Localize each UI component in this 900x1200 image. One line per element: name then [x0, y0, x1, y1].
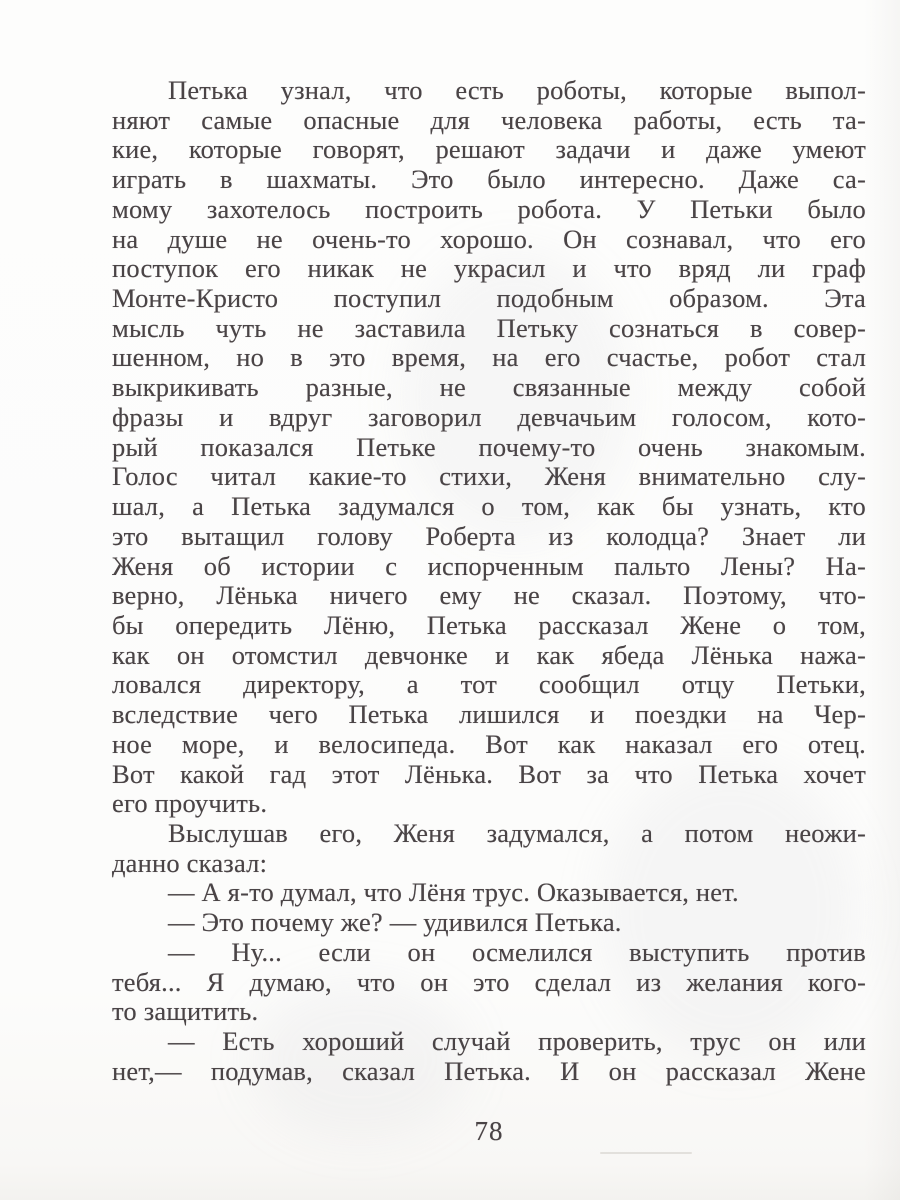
text-line: рый показался Петьке почему-то очень знакомым.	[112, 431, 866, 462]
text-line: фразы и вдруг заговорил девчачьим голосом, кото-	[112, 401, 866, 432]
text-line: ное море, и велосипеда. Вот как наказал его отец.	[112, 728, 866, 759]
page-number: 78	[474, 1116, 504, 1146]
text-line: мому захотелось построить робота. У Петьки было	[112, 193, 866, 224]
text-line: Женя об истории с испорченным пальто Лены? На-	[112, 550, 866, 581]
text-line: Монте-Кристо поступил подобным образом. Эта	[112, 283, 866, 314]
text-line: — Есть хороший случай проверить, трус он или	[168, 1026, 866, 1056]
text-line: это вытащил голову Роберта из колодца? Знает ли	[112, 520, 866, 551]
text-line: Вот какой гад этот Лёнька. Вот за что Петька хочет	[112, 758, 866, 789]
text-line: ловался директору, а тот сообщил отцу Петьки,	[112, 669, 866, 700]
text-line: бы опередить Лёню, Петька рассказал Жене о том,	[112, 609, 866, 640]
text-line: тебя... Я думаю, что он это сделал из желания кого-	[112, 966, 866, 997]
text-line: вследствие чего Петька лишился и поездки на Чер-	[112, 699, 866, 730]
text-line: выкрикивать разные, не связанные между собой	[112, 372, 866, 403]
text-line: то защитить.	[112, 996, 259, 1027]
text-line: мысль чуть не заставила Петьку сознаться в совер-	[112, 312, 866, 343]
text-line: играть в шахматы. Это было интересно. Даже са-	[112, 164, 866, 195]
text-line: поступок его никак не украсил и что вряд ли граф	[112, 253, 866, 284]
text-line: няют самые опасные для человека работы, есть та-	[112, 104, 866, 135]
text-line: шенном, но в это время, на его счастье, робот стал	[112, 342, 866, 373]
text-line: — Ну... если он осмелился выступить против	[168, 936, 866, 967]
text-line: данно сказал:	[112, 847, 268, 878]
text-line: шал, а Петька задумался о том, как бы узнать, кто	[112, 491, 866, 522]
text-line: Выслушав его, Женя задумался, а потом неожи-	[168, 817, 866, 848]
text-line: верно, Лёнька ничего ему не сказал. Поэтому, что-	[112, 580, 866, 611]
text-line: Голос читал какие-то стихи, Женя внимательно слу-	[112, 461, 866, 492]
text-line: на душе не очень-то хорошо. Он сознавал, что его	[112, 223, 866, 254]
text-line: — Это почему же? — удивился Петька.	[168, 907, 622, 938]
text-line: — А я-то думал, что Лёня трус. Оказывается, нет.	[168, 877, 739, 908]
text-line: нет,— подумав, сказал Петька. И он рассказал Жене	[112, 1055, 866, 1086]
page-text-block	[112, 76, 866, 1086]
text-line: как он отомстил девчонке и как ябеда Лёнька нажа-	[112, 639, 866, 670]
scan-scratch-artifact	[600, 1152, 692, 1154]
text-line: Петька узнал, что есть роботы, которые выпол-	[168, 75, 866, 105]
text-line: кие, которые говорят, решают задачи и даже умеют	[112, 134, 866, 165]
text-line: его проучить.	[112, 788, 268, 819]
